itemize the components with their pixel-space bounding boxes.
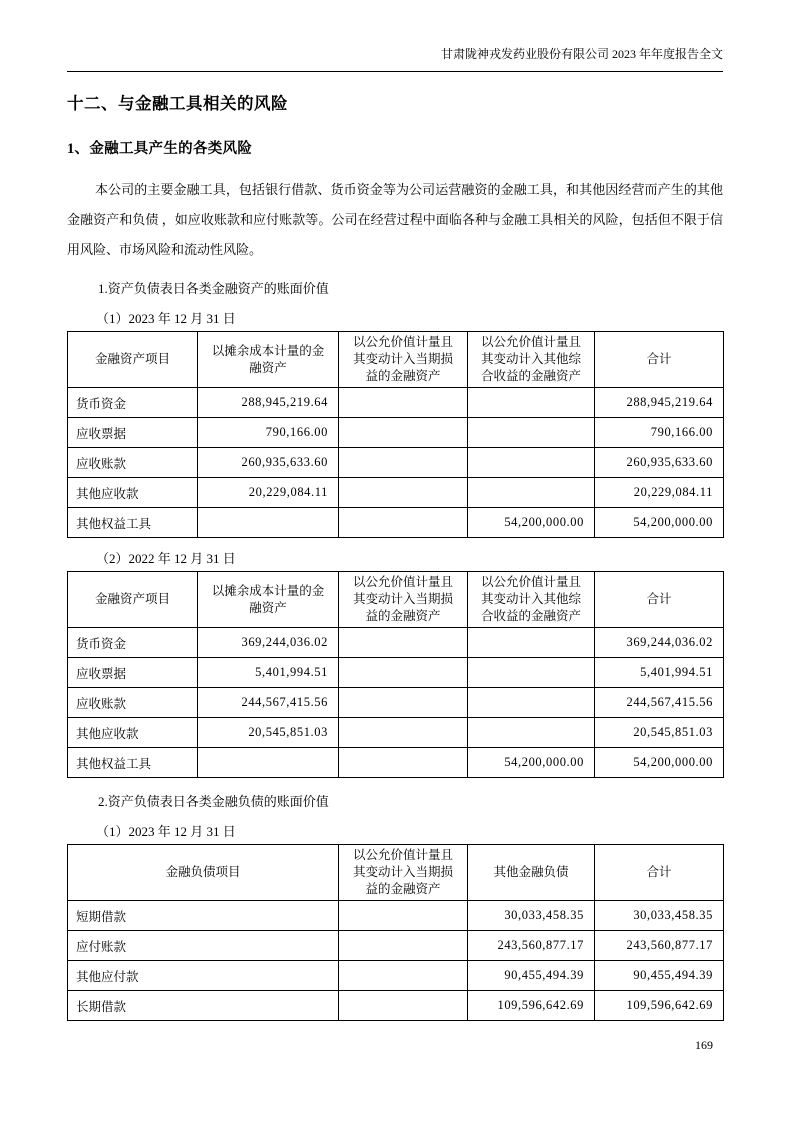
amount-cell — [468, 388, 595, 418]
amount-cell — [339, 478, 468, 508]
column-header: 合计 — [595, 332, 724, 388]
amount-cell — [339, 658, 468, 688]
amount-cell: 369,244,036.02 — [595, 628, 724, 658]
column-header: 以公允价值计量且其变动计入当期损益的金融资产 — [339, 572, 468, 628]
amount-cell: 90,455,494.39 — [468, 961, 595, 991]
amount-cell — [339, 718, 468, 748]
page-number: 169 — [695, 1038, 713, 1052]
row-label: 其他应付款 — [68, 961, 339, 991]
table-row — [68, 508, 724, 538]
row-label: 长期借款 — [68, 991, 339, 1021]
amount-cell: 20,545,851.03 — [595, 718, 724, 748]
table-row — [68, 961, 724, 991]
liabilities-2023-table — [67, 844, 724, 1021]
table-row — [68, 991, 724, 1021]
amount-cell: 54,200,000.00 — [468, 748, 595, 778]
column-header: 合计 — [595, 572, 724, 628]
column-header: 合计 — [595, 845, 724, 901]
table-row — [68, 688, 724, 718]
amount-cell: 30,033,458.35 — [468, 901, 595, 931]
row-label: 其他权益工具 — [68, 508, 198, 538]
row-label: 短期借款 — [68, 901, 339, 931]
amount-cell: 20,229,084.11 — [595, 478, 724, 508]
amount-cell: 54,200,000.00 — [595, 748, 724, 778]
amount-cell: 244,567,415.56 — [595, 688, 724, 718]
table-row — [68, 388, 724, 418]
amount-cell: 260,935,633.60 — [595, 448, 724, 478]
amount-cell — [339, 961, 468, 991]
row-label: 货币资金 — [68, 628, 198, 658]
amount-cell — [468, 718, 595, 748]
column-header: 金融资产项目 — [68, 332, 198, 388]
column-header: 以公允价值计量且其变动计入当期损益的金融资产 — [339, 332, 468, 388]
row-label: 应收账款 — [68, 448, 198, 478]
column-header: 其他金融负债 — [468, 845, 595, 901]
table-header-row — [68, 572, 724, 628]
assets-2022-table — [67, 571, 724, 778]
amount-cell: 288,945,219.64 — [198, 388, 339, 418]
amount-cell — [198, 508, 339, 538]
amount-cell: 5,401,994.51 — [595, 658, 724, 688]
liabilities-2023-date: （1）2023 年 12 月 31 日 — [96, 824, 236, 839]
page-header — [67, 0, 723, 72]
liabilities-section-title: 2.资产负债表日各类金融负债的账面价值 — [98, 794, 329, 809]
amount-cell: 109,596,642.69 — [595, 991, 724, 1021]
table-row — [68, 448, 724, 478]
report-title: 甘肃陇神戎发药业股份有限公司 2023 年年度报告全文 — [440, 47, 723, 61]
row-label: 应付账款 — [68, 931, 339, 961]
table-row — [68, 748, 724, 778]
amount-cell: 243,560,877.17 — [595, 931, 724, 961]
amount-cell — [468, 658, 595, 688]
amount-cell — [468, 628, 595, 658]
amount-cell — [339, 991, 468, 1021]
column-header: 金融资产项目 — [68, 572, 198, 628]
table-row — [68, 901, 724, 931]
row-label: 其他权益工具 — [68, 748, 198, 778]
page-content — [67, 93, 723, 1021]
table-row — [68, 658, 724, 688]
amount-cell: 288,945,219.64 — [595, 388, 724, 418]
assets-section-title: 1.资产负债表日各类金融资产的账面价值 — [98, 281, 329, 296]
table-row — [68, 628, 724, 658]
row-label: 其他应收款 — [68, 478, 198, 508]
column-header: 以公允价值计量且其变动计入当期损益的金融资产 — [339, 845, 468, 901]
assets-2023-table — [67, 331, 724, 538]
amount-cell — [339, 901, 468, 931]
row-label: 应收票据 — [68, 418, 198, 448]
table-header-row — [68, 845, 724, 901]
table-row — [68, 478, 724, 508]
amount-cell: 90,455,494.39 — [595, 961, 724, 991]
amount-cell — [339, 508, 468, 538]
amount-cell: 54,200,000.00 — [468, 508, 595, 538]
subsection-heading: 1、金融工具产生的各类风险 — [67, 141, 253, 157]
assets-2023-date: （1）2023 年 12 月 31 日 — [96, 311, 236, 326]
amount-cell — [339, 628, 468, 658]
table-header-row — [68, 332, 724, 388]
amount-cell — [468, 418, 595, 448]
amount-cell: 244,567,415.56 — [198, 688, 339, 718]
amount-cell: 5,401,994.51 — [198, 658, 339, 688]
amount-cell: 790,166.00 — [198, 418, 339, 448]
column-header: 以公允价值计量且其变动计入其他综合收益的金融资产 — [468, 572, 595, 628]
amount-cell — [468, 688, 595, 718]
intro-paragraph: 本公司的主要金融工具，包括银行借款、货币资金等为公司运营融资的金融工具，和其他因经营而产生的其他金融资产和负债 ，如应收账款和应付账款等。公司在经营过程中面临各种与金融工具相关的风险，包括但不限于信用风险、市场风险和流动性风险。 — [67, 182, 723, 257]
column-header: 以摊余成本计量的金融资产 — [198, 572, 339, 628]
column-header: 金融负债项目 — [68, 845, 339, 901]
amount-cell — [468, 478, 595, 508]
assets-2022-date: （2）2022 年 12 月 31 日 — [96, 551, 236, 566]
amount-cell — [339, 448, 468, 478]
amount-cell: 260,935,633.60 — [198, 448, 339, 478]
table-row — [68, 931, 724, 961]
row-label: 应收票据 — [68, 658, 198, 688]
row-label: 货币资金 — [68, 388, 198, 418]
amount-cell — [339, 418, 468, 448]
amount-cell — [339, 748, 468, 778]
amount-cell: 54,200,000.00 — [595, 508, 724, 538]
amount-cell: 369,244,036.02 — [198, 628, 339, 658]
amount-cell — [198, 748, 339, 778]
row-label: 其他应收款 — [68, 718, 198, 748]
row-label: 应收账款 — [68, 688, 198, 718]
amount-cell: 243,560,877.17 — [468, 931, 595, 961]
amount-cell — [339, 388, 468, 418]
amount-cell — [339, 931, 468, 961]
table-row — [68, 718, 724, 748]
column-header: 以摊余成本计量的金融资产 — [198, 332, 339, 388]
amount-cell — [468, 448, 595, 478]
amount-cell: 20,229,084.11 — [198, 478, 339, 508]
amount-cell: 20,545,851.03 — [198, 718, 339, 748]
amount-cell — [339, 688, 468, 718]
table-row — [68, 418, 724, 448]
column-header: 以公允价值计量且其变动计入其他综合收益的金融资产 — [468, 332, 595, 388]
section-heading: 十二、与金融工具相关的风险 — [67, 94, 288, 113]
amount-cell: 30,033,458.35 — [595, 901, 724, 931]
amount-cell: 109,596,642.69 — [468, 991, 595, 1021]
amount-cell: 790,166.00 — [595, 418, 724, 448]
